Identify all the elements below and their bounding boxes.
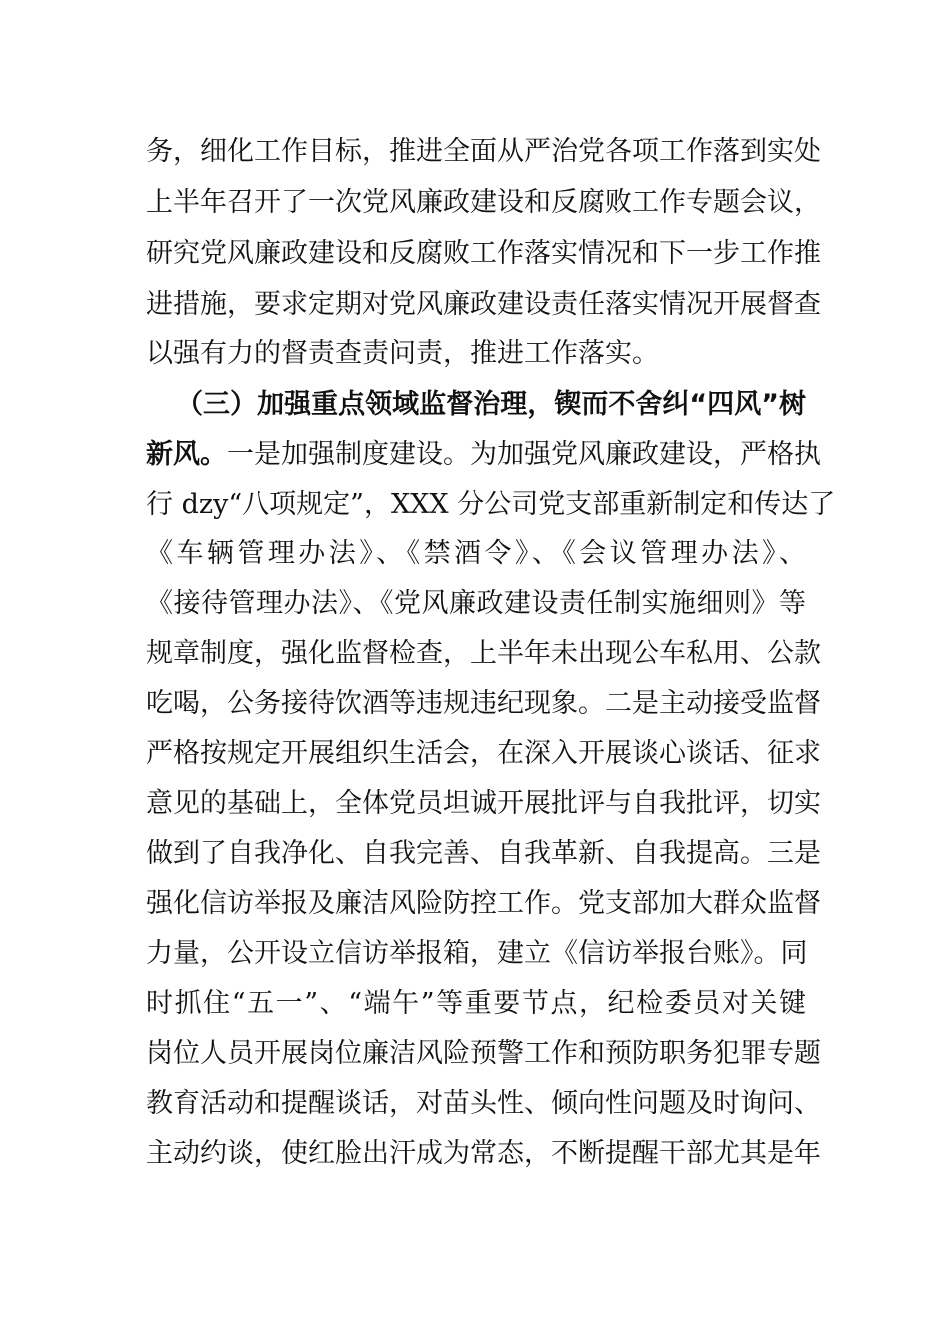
text-line: 上半年召开了一次党风廉政建设和反腐败工作专题会议，: [146, 187, 821, 218]
text-line: 力量，公开设立信访举报箱，建立《信访举报台账》。同: [146, 938, 808, 969]
text-line: 以强有力的督责查责问责，推进工作落实。: [146, 338, 659, 369]
text-line: 《车辆管理办法》、《禁酒令》、《会议管理办法》、: [146, 538, 806, 569]
text-line: 吃喝，公务接待饮酒等违规违纪现象。二是主动接受监督: [146, 688, 821, 719]
text-line: 严格按规定开展组织生活会，在深入开展谈心谈话、征求: [146, 738, 821, 769]
section-heading-tail: 新风。: [146, 439, 227, 470]
text-line: 主动约谈，使红脸出汗成为常态，不断提醒干部尤其是年: [146, 1138, 821, 1169]
text-line: 岗位人员开展岗位廉洁风险预警工作和预防职务犯罪专题: [146, 1038, 821, 1069]
text-line: 进措施，要求定期对党风廉政建设责任落实情况开展督查: [146, 289, 821, 320]
text-line: 做到了自我净化、自我完善、自我革新、自我提高。三是: [146, 838, 821, 869]
text-line: 规章制度，强化监督检查，上半年未出现公车私用、公款: [146, 638, 821, 669]
section-heading: （三）加强重点领域监督治理，锲而不舍纠“四风”树: [176, 389, 806, 420]
text-line: [146, 429, 821, 481]
text-line: 《接待管理办法》、《党风廉政建设责任制实施细则》等: [146, 588, 806, 619]
text-line: 时抓住“五一”、“端午”等重要节点，纪检委员对关键: [146, 988, 806, 1019]
text-line: 研究党风廉政建设和反腐败工作落实情况和下一步工作推: [146, 238, 821, 269]
text-line: 教育活动和提醒谈话，对苗头性、倾向性问题及时询问、: [146, 1088, 821, 1119]
text-line: 行 dzy“八项规定”，XXX 分公司党支部重新制定和传达了: [146, 489, 836, 520]
text-line: 意见的基础上，全体党员坦诚开展批评与自我批评，切实: [146, 788, 821, 819]
text-line: 强化信访举报及廉洁风险防控工作。党支部加大群众监督: [146, 888, 821, 919]
text-line: 务，细化工作目标，推进全面从严治党各项工作落到实处: [146, 136, 821, 167]
text-segment: 一是加强制度建设。为加强党风廉政建设，严格执: [227, 439, 821, 470]
